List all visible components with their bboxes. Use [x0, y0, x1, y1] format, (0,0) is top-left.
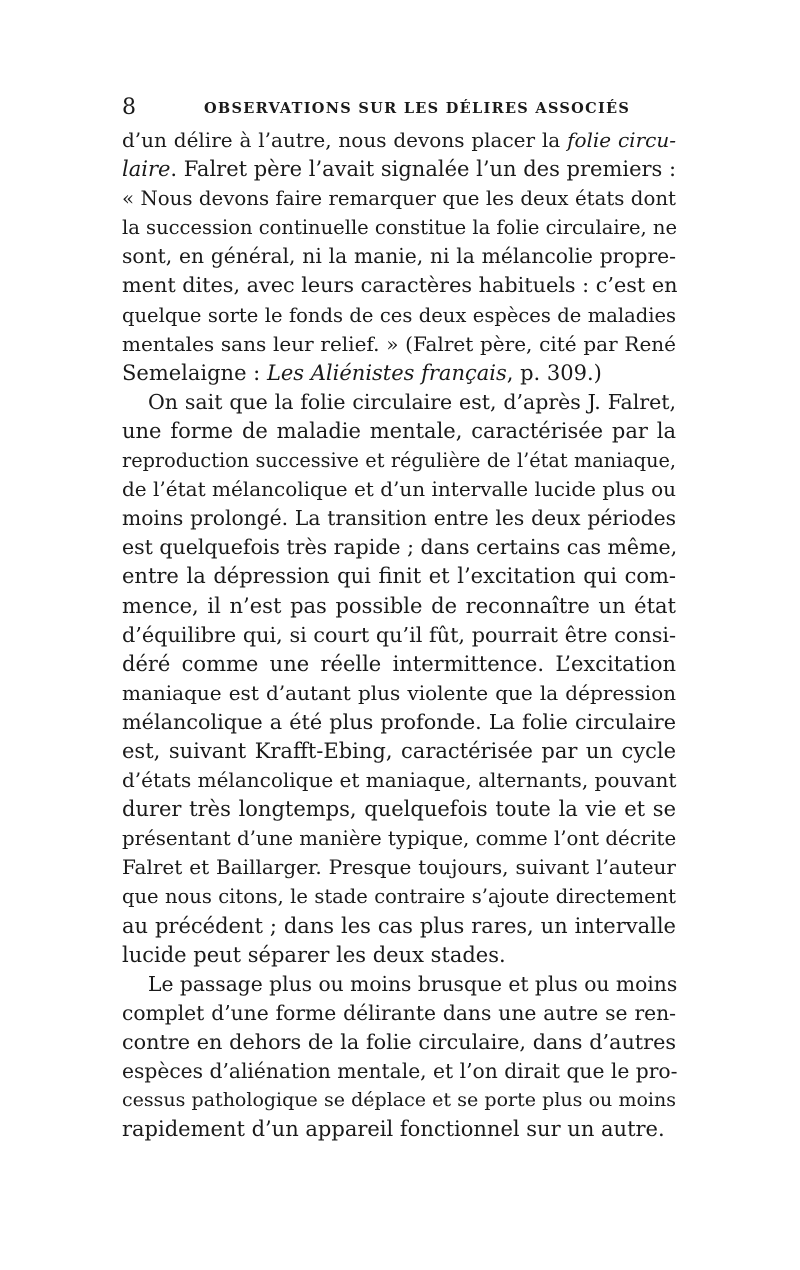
text-line: déré comme une réelle intermittence. L’excitation [122, 651, 676, 676]
page-number: 8 [122, 95, 136, 120]
text-line: moins prolongé. La transition entre les deux périodes [122, 506, 676, 531]
text-line: présentant d’une manière typique, comme l’ont décrite [122, 827, 677, 851]
text-line: quelque sorte le fonds de ces deux espèces de maladies [122, 303, 676, 327]
text-line [122, 126, 676, 155]
text-line: « Nous devons faire remarquer que les deux états dont [122, 187, 676, 211]
body-text [122, 126, 676, 1144]
running-title: OBSERVATIONS SUR LES DÉLIRES ASSOCIÉS [204, 100, 631, 117]
text-line: la succession continuelle constitue la folie circulaire, ne [122, 216, 677, 240]
text-line: mentales sans leur relief. » (Falret père, cité par René [122, 331, 676, 356]
text-line: Falret et Baillarger. Presque toujours, suivant l’auteur [122, 855, 676, 880]
text-line: une forme de maladie mentale, caractérisée par la [122, 418, 676, 443]
text-line [122, 155, 676, 184]
paragraph-1 [122, 126, 676, 388]
italic-term: folie circu- [567, 128, 676, 152]
text-line: espèces d’aliénation mentale, et l’on dirait que le pro- [122, 1059, 678, 1083]
text-line: mence, il n’est pas possible de reconnaître un état [122, 593, 676, 618]
text-line: On sait que la folie circulaire est, d’après J. Falret, [148, 389, 676, 414]
text-line: d’équilibre qui, si court qu’il fût, pourrait être consi- [122, 622, 676, 647]
text-line: de l’état mélancolique et d’un intervalle lucide plus ou [122, 477, 676, 502]
paragraph-2 [122, 388, 676, 970]
text-line: est, suivant Krafft-Ebing, caractérisée par un cycle [122, 738, 676, 763]
text-line: maniaque est d’autant plus violente que la dépression [122, 680, 676, 705]
running-header [122, 93, 682, 123]
text-line: d’états mélancolique et maniaque, alternants, pouvant [122, 768, 677, 793]
text-line: mélancolique a été plus profonde. La folie circulaire [122, 709, 676, 734]
text-line: durer très longtemps, quelquefois toute la vie et se [122, 797, 676, 822]
text-line: est quelquefois très rapide ; dans certains cas même, [122, 535, 678, 560]
text-line: ment dites, avec leurs caractères habituels : c’est en [122, 273, 678, 298]
text-line: lucide peut séparer les deux stades. [122, 942, 506, 967]
text-line: cessus pathologique se déplace et se porte plus ou moins [122, 1089, 676, 1112]
text-line: complet d’une forme délirante dans une autre se ren- [122, 1000, 676, 1025]
text-line: sont, en général, ni la manie, ni la mélancolie propre- [122, 244, 676, 269]
text-line: entre la dépression qui finit et l’excitation qui com- [122, 564, 676, 589]
text-line: au précédent ; dans les cas plus rares, un intervalle [122, 913, 676, 938]
text-span: , p. 309.) [506, 360, 602, 385]
text-line: que nous citons, le stade contraire s’ajoute directement [122, 885, 676, 909]
italic-term: laire [122, 157, 171, 182]
paragraph-3 [122, 970, 676, 1145]
text-span: d’un délire à l’autre, nous devons placer la [122, 128, 568, 152]
text-line [122, 359, 676, 388]
text-line: rapidement d’un appareil fonctionnel sur un autre. [122, 1117, 665, 1142]
text-span: Semelaigne : [122, 360, 267, 385]
text-line: contre en dehors de la folie circulaire, dans d’autres [122, 1029, 676, 1054]
text-span: . Falret père l’avait signalée l’un des premiers : [170, 157, 677, 182]
text-line: Le passage plus ou moins brusque et plus ou moins [148, 971, 678, 996]
text-line: reproduction successive et régulière de l’état maniaque, [122, 449, 676, 473]
italic-book-title: Les Aliénistes français [266, 360, 507, 385]
